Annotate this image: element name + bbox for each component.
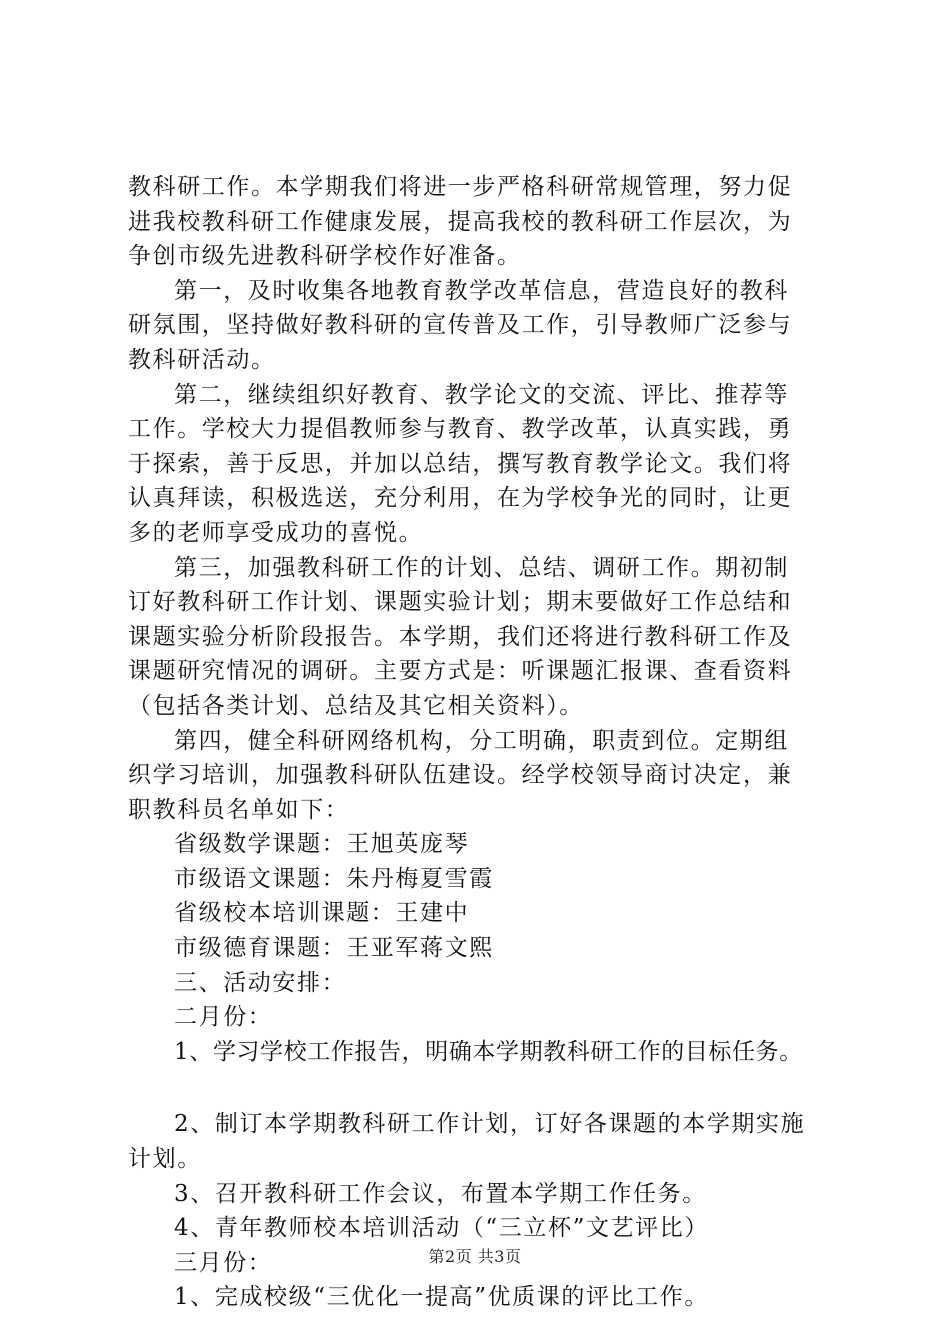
page-number-footer: 第2页 共3页 bbox=[428, 1247, 522, 1266]
body-line: 计划。 bbox=[128, 1146, 202, 1173]
body-line: （包括各类计划、总结及其它相关资料）。 bbox=[128, 692, 584, 719]
body-line: 织学习培训，加强教科研队伍建设。经学校领导商讨决定，兼 bbox=[128, 762, 793, 789]
body-line: 职教科员名单如下： bbox=[128, 796, 350, 823]
activity-item: 3、召开教科研工作会议，布置本学期工作任务。 bbox=[174, 1180, 707, 1207]
activity-item: 4、青年教师校本培训活动（“三立杯”文艺评比） bbox=[174, 1215, 709, 1242]
research-topic-item: 省级数学课题：王旭英庞琴 bbox=[174, 831, 470, 858]
body-line: 进我校教科研工作健康发展，提高我校的教科研工作层次，为 bbox=[128, 208, 793, 235]
paragraph-first-line: 第一，及时收集各地教育教学改革信息，营造良好的教科 bbox=[174, 277, 789, 304]
document-body bbox=[128, 170, 848, 1315]
body-line: 研氛围，坚持做好教科研的宣传普及工作，引导教师广泛参与 bbox=[128, 312, 793, 339]
body-line: 工作。学校大力提倡教师参与教育、教学改革，认真实践，勇 bbox=[128, 416, 793, 443]
research-topic-item: 市级语文课题：朱丹梅夏雪霞 bbox=[174, 865, 494, 892]
research-topic-item: 省级校本培训课题：王建中 bbox=[174, 900, 470, 927]
body-line: 教科研活动。 bbox=[128, 346, 276, 373]
body-line: 多的老师享受成功的喜悦。 bbox=[128, 519, 424, 546]
body-line: 教科研工作。本学期我们将进一步严格科研常规管理，努力促 bbox=[128, 174, 793, 200]
paragraph-first-line: 第四，健全科研网络机构，分工明确，职责到位。定期组 bbox=[174, 727, 789, 754]
activity-item: 1、完成校级“三优化一提高”优质课的评比工作。 bbox=[174, 1284, 709, 1311]
activity-item: 2、制订本学期教科研工作计划，订好各课题的本学期实施 bbox=[174, 1111, 806, 1138]
research-topic-item: 市级德育课题：王亚军蒋文熙 bbox=[174, 935, 494, 962]
paragraph-first-line: 第三，加强教科研工作的计划、总结、调研工作。期初制 bbox=[174, 554, 789, 581]
body-line: 课题研究情况的调研。主要方式是：听课题汇报课、查看资料 bbox=[128, 658, 793, 685]
body-line: 争创市级先进教科研学校作好准备。 bbox=[128, 243, 522, 270]
month-heading: 二月份： bbox=[174, 1004, 273, 1031]
body-line: 订好教科研工作计划、课题实验计划；期末要做好工作总结和 bbox=[128, 589, 793, 616]
section-heading: 三、活动安排： bbox=[174, 969, 347, 996]
body-line: 课题实验分析阶段报告。本学期，我们还将进行教科研工作及 bbox=[128, 623, 793, 650]
body-line: 于探索，善于反思，并加以总结，撰写教育教学论文。我们将 bbox=[128, 450, 793, 477]
month-heading: 三月份： bbox=[174, 1249, 273, 1276]
activity-item: 1、学习学校工作报告，明确本学期教科研工作的目标任务。 bbox=[174, 1038, 803, 1065]
paragraph-first-line: 第二，继续组织好教育、教学论文的交流、评比、推荐等 bbox=[174, 381, 789, 408]
body-line: 认真拜读，积极选送，充分利用，在为学校争光的同时，让更 bbox=[128, 485, 793, 512]
